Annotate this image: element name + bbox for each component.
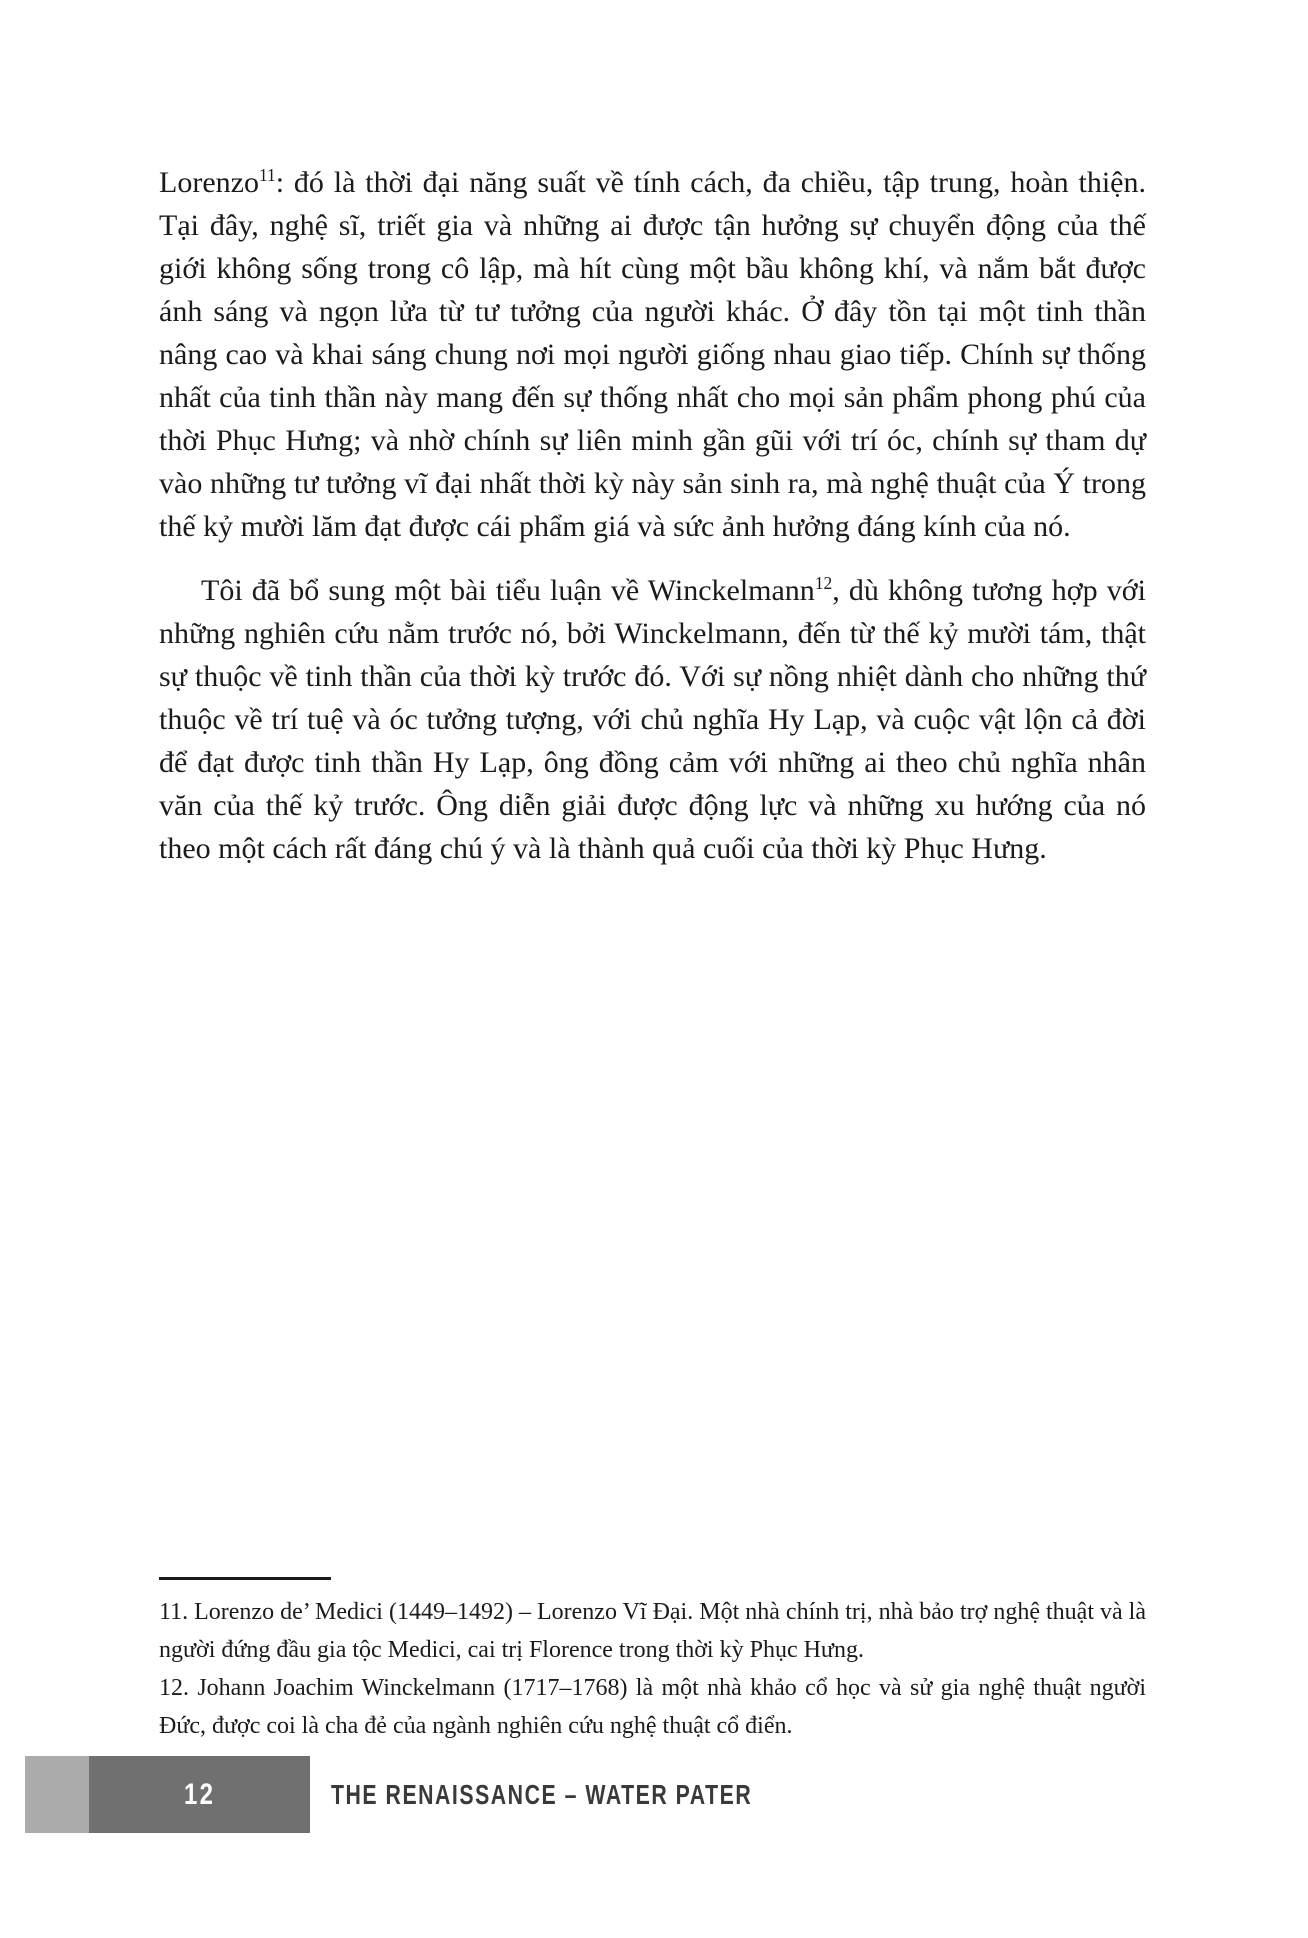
footnote-11: 11. Lorenzo de’ Medici (1449–1492) – Lorenzo Vĩ Đại. Một nhà chính trị, nhà bảo trợ nghệ thuật và là người đứng đầu gia tộc Medici, cai trị Florence trong thời kỳ Phục Hưng. [159, 1599, 1146, 1663]
page-number-block [89, 1756, 310, 1833]
footnote-ref-11: 11 [258, 165, 276, 185]
footer-accent-block [25, 1756, 89, 1833]
paragraph-text: Tôi đã bổ sung một bài tiểu luận về Winckelmann [201, 574, 815, 607]
paragraph [159, 569, 1146, 870]
footnote-divider [159, 1577, 331, 1580]
footnotes-section [159, 1577, 1146, 1745]
running-title: THE RENAISSANCE – WATER PATER [331, 1778, 753, 1810]
paragraph-text: , dù không tương hợp với những nghiên cứu nằm trước nó, bởi Winckelmann, đến từ thế kỷ mười tám, thật sự thuộc về tinh thần của thời kỳ trước đó. Với sự nồng nhiệt dành cho những thứ thuộc về trí tuệ và óc tưởng tượng, với chủ nghĩa Hy Lạp, và cuộc vật lộn cả đời để đạt được tinh thần Hy Lạp, ông đồng cảm với những ai theo chủ nghĩa nhân văn của thế kỷ trước. Ông diễn giải được động lực và những xu hướng của nó theo một cách rất đáng chú ý và là thành quả cuối của thời kỳ Phục Hưng. [159, 574, 1146, 865]
paragraph-text: : đó là thời đại năng suất về tính cách, đa chiều, tập trung, hoàn thiện. Tại đây, nghệ sĩ, triết gia và những ai được tận hưởng sự chuyển động của thế giới không sống trong cô lập, mà hít cùng một bầu không khí, và nắm bắt được ánh sáng và ngọn lửa từ tư tưởng của người khác. Ở đây tồn tại một tinh thần nâng cao và khai sáng chung nơi mọi người giống nhau giao tiếp. Chính sự thống nhất của tinh thần này mang đến sự thống nhất cho mọi sản phẩm phong phú của thời Phục Hưng; và nhờ chính sự liên minh gần gũi với trí óc, chính sự tham dự vào những tư tưởng vĩ đại nhất thời kỳ này sản sinh ra, mà nghệ thuật của Ý trong thế kỷ mười lăm đạt được cái phẩm giá và sức ảnh hưởng đáng kính của nó. [159, 166, 1146, 543]
running-title-wrap [331, 1756, 885, 1833]
page-footer [25, 1756, 885, 1833]
page-number: 12 [183, 1777, 216, 1811]
paragraph [159, 161, 1146, 548]
footnote-ref-12: 12 [814, 573, 833, 593]
page-body [159, 161, 1146, 870]
paragraph-text: Lorenzo [159, 166, 259, 199]
footnote-12: 12. Johann Joachim Winckelmann (1717–1768) là một nhà khảo cổ học và sử gia nghệ thuật người Đức, được coi là cha đẻ của ngành nghiên cứu nghệ thuật cổ điển. [159, 1675, 1146, 1739]
